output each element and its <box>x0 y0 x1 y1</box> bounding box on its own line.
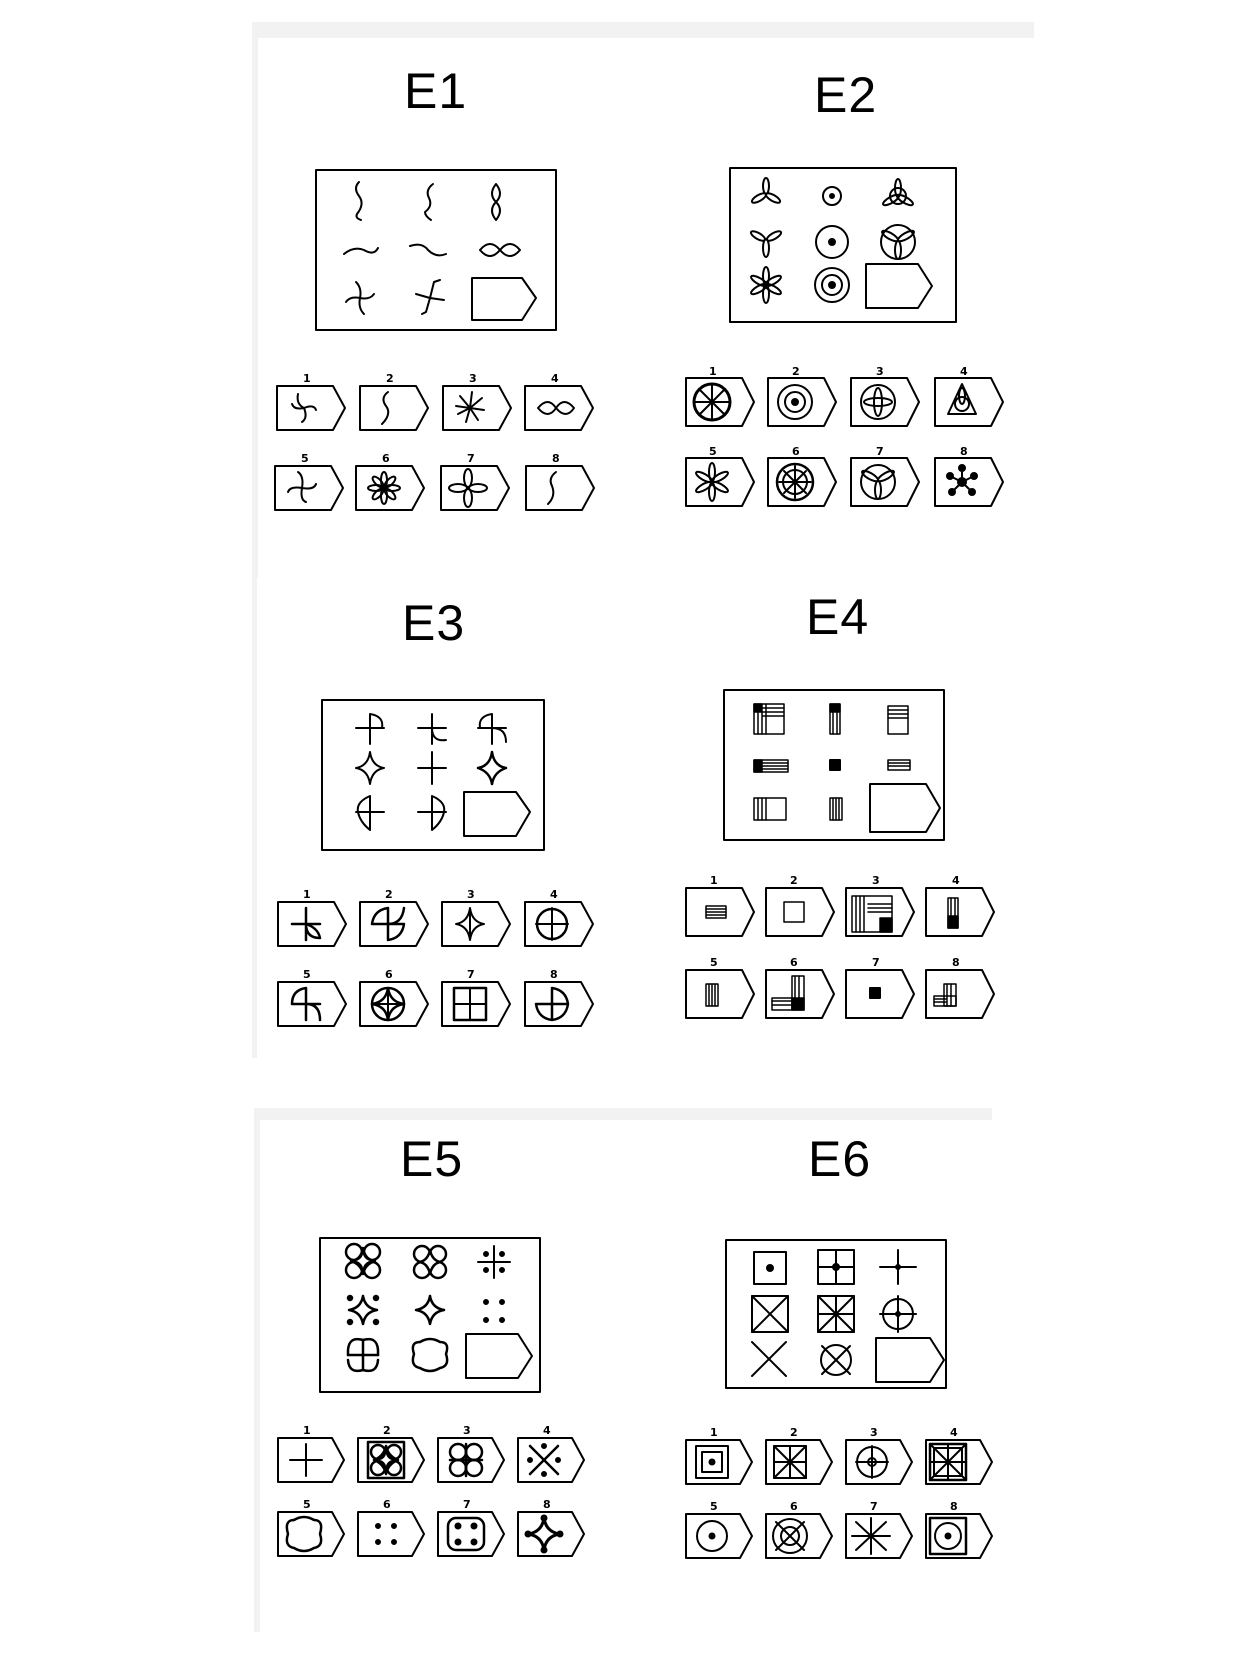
option-e2-8[interactable] <box>935 445 1003 506</box>
figure-striped-square <box>754 704 784 734</box>
svg-text:8: 8 <box>952 956 960 969</box>
option-e4-2[interactable] <box>766 874 834 936</box>
svg-text:7: 7 <box>870 1500 878 1513</box>
figure-striped-small <box>888 760 910 770</box>
svg-text:8: 8 <box>960 445 968 458</box>
puzzle-e5 <box>278 1238 584 1556</box>
option-e5-2[interactable] <box>358 1424 424 1482</box>
figure-cross-arc-3 <box>478 714 506 744</box>
svg-text:1: 1 <box>710 1426 718 1439</box>
svg-text:6: 6 <box>790 1500 798 1513</box>
option-e3-4[interactable] <box>525 888 593 946</box>
figure-black-dot <box>830 760 840 770</box>
figure-star-cross-2 <box>418 752 446 784</box>
puzzle-e6 <box>686 1240 992 1558</box>
svg-text:3: 3 <box>876 365 884 378</box>
option-e6-1[interactable] <box>686 1426 752 1484</box>
option-e3-7[interactable] <box>442 968 510 1026</box>
figure-cloud <box>413 1339 447 1371</box>
svg-text:1: 1 <box>710 874 718 887</box>
answer-slot-e1[interactable] <box>472 278 536 320</box>
svg-text:7: 7 <box>463 1498 471 1511</box>
svg-text:1: 1 <box>709 365 717 378</box>
figure-three-petal-2 <box>750 229 783 257</box>
svg-text:4: 4 <box>960 365 968 378</box>
answer-slot-e4[interactable] <box>870 784 940 832</box>
option-e2-2[interactable] <box>768 365 836 426</box>
figure-cross-arc-2 <box>418 714 446 744</box>
figure-figure-eight <box>492 184 500 220</box>
option-e2-3[interactable] <box>851 365 919 426</box>
svg-text:5: 5 <box>709 445 717 458</box>
figure-circle-cross <box>880 1296 916 1332</box>
figure-wave-2 <box>410 245 446 256</box>
option-e5-1[interactable] <box>278 1424 344 1482</box>
option-e6-5[interactable] <box>686 1500 752 1558</box>
option-e1-1[interactable] <box>277 372 345 430</box>
svg-text:4: 4 <box>950 1426 958 1439</box>
figure-cross-arc-4 <box>356 796 384 830</box>
svg-text:2: 2 <box>386 372 394 385</box>
option-e2-1[interactable] <box>686 365 754 426</box>
option-e5-6[interactable] <box>358 1498 424 1556</box>
svg-text:7: 7 <box>467 968 475 981</box>
figure-square-cross <box>818 1250 854 1284</box>
svg-text:4: 4 <box>551 372 559 385</box>
svg-text:6: 6 <box>790 956 798 969</box>
figure-quatrefoil <box>348 1339 378 1371</box>
svg-text:5: 5 <box>710 956 718 969</box>
option-e4-5[interactable] <box>686 956 754 1018</box>
option-e5-5[interactable] <box>278 1498 344 1556</box>
figure-square-star <box>818 1296 854 1332</box>
figure-square-dot <box>754 1252 786 1284</box>
svg-text:2: 2 <box>383 1424 391 1437</box>
svg-text:7: 7 <box>467 452 475 465</box>
puzzle-title-e6: E6 <box>808 1131 872 1187</box>
answer-slot-e5[interactable] <box>466 1334 532 1378</box>
figure-triquetra <box>882 179 915 207</box>
svg-text:2: 2 <box>790 1426 798 1439</box>
figure-s-curve-2 <box>425 184 433 220</box>
figure-striped-bar <box>830 704 840 734</box>
option-e4-7[interactable] <box>846 956 914 1018</box>
option-e2-7[interactable] <box>851 445 919 506</box>
figure-six-petal <box>750 267 783 303</box>
option-e5-3[interactable] <box>438 1424 504 1482</box>
option-e1-7[interactable] <box>441 452 509 510</box>
answer-slot-e3[interactable] <box>464 792 530 836</box>
figure-wave <box>344 248 378 254</box>
figure-pinwheel-2 <box>416 280 444 314</box>
figure-x <box>752 1342 786 1376</box>
figure-dot-circle <box>823 187 841 205</box>
svg-text:8: 8 <box>552 452 560 465</box>
svg-text:3: 3 <box>469 372 477 385</box>
figure-three-petal <box>751 178 782 205</box>
figure-four-dots <box>484 1300 504 1322</box>
option-e1-4[interactable] <box>525 372 593 430</box>
option-e1-8[interactable] <box>526 452 594 510</box>
option-e4-4[interactable] <box>926 874 994 936</box>
option-e3-8[interactable] <box>525 968 593 1026</box>
option-e4-6[interactable] <box>766 956 834 1018</box>
option-e6-7[interactable] <box>846 1500 912 1558</box>
figure-cross-arc <box>356 714 384 744</box>
puzzle-title-e1: E1 <box>404 63 468 119</box>
option-e1-5[interactable] <box>275 452 343 510</box>
option-e5-4[interactable] <box>518 1424 584 1482</box>
svg-text:2: 2 <box>792 365 800 378</box>
option-e1-6[interactable] <box>356 452 424 510</box>
svg-text:4: 4 <box>550 888 558 901</box>
option-e3-1[interactable] <box>278 888 346 946</box>
svg-text:5: 5 <box>303 968 311 981</box>
option-e3-2[interactable] <box>360 888 428 946</box>
option-e4-8[interactable] <box>926 956 994 1018</box>
svg-text:8: 8 <box>950 1500 958 1513</box>
svg-text:6: 6 <box>385 968 393 981</box>
option-e2-6[interactable] <box>768 445 836 506</box>
puzzle-title-e3: E3 <box>402 595 466 651</box>
svg-text:1: 1 <box>303 888 311 901</box>
figure-ornate-quatrefoil <box>346 1244 380 1278</box>
figure-star-cross <box>356 752 384 784</box>
figure-striped-square-2 <box>754 798 786 820</box>
svg-text:5: 5 <box>301 452 309 465</box>
svg-text:8: 8 <box>550 968 558 981</box>
option-e3-6[interactable] <box>360 968 428 1026</box>
option-e6-3[interactable] <box>846 1426 912 1484</box>
figure-circle-petals <box>881 225 916 259</box>
figure-cross-arc-5 <box>418 796 446 830</box>
puzzle-e1 <box>275 170 594 510</box>
answer-slot-e2[interactable] <box>866 264 932 308</box>
option-e1-2[interactable] <box>360 372 428 430</box>
option-e4-1[interactable] <box>686 874 754 936</box>
option-e6-8[interactable] <box>926 1500 992 1558</box>
figure-striped-rect <box>888 706 908 734</box>
svg-text:6: 6 <box>792 445 800 458</box>
svg-text:4: 4 <box>543 1424 551 1437</box>
svg-text:7: 7 <box>872 956 880 969</box>
svg-text:1: 1 <box>303 372 311 385</box>
svg-text:6: 6 <box>382 452 390 465</box>
puzzle-title-e4: E4 <box>806 589 870 645</box>
svg-text:2: 2 <box>385 888 393 901</box>
svg-text:1: 1 <box>303 1424 311 1437</box>
figure-quatrefoil-diamond <box>414 1246 446 1278</box>
figure-circle-x <box>821 1345 851 1375</box>
figure-star-dots <box>348 1296 378 1324</box>
figure-circle-dot <box>816 226 848 258</box>
svg-text:4: 4 <box>952 874 960 887</box>
option-e5-8[interactable] <box>518 1498 584 1556</box>
option-e6-2[interactable] <box>766 1426 832 1484</box>
option-e3-3[interactable] <box>442 888 510 946</box>
figure-striped-hbar <box>754 760 788 772</box>
puzzle-title-e5: E5 <box>400 1131 464 1187</box>
svg-text:3: 3 <box>467 888 475 901</box>
svg-text:7: 7 <box>876 445 884 458</box>
answer-slot-e6[interactable] <box>876 1338 944 1382</box>
svg-text:8: 8 <box>543 1498 551 1511</box>
svg-text:5: 5 <box>710 1500 718 1513</box>
puzzle-e2 <box>686 168 1003 506</box>
svg-text:5: 5 <box>303 1498 311 1511</box>
figure-cross-dots <box>478 1246 510 1278</box>
option-e6-6[interactable] <box>766 1500 832 1558</box>
option-e2-4[interactable] <box>935 365 1003 426</box>
puzzle-title-e2: E2 <box>814 67 878 123</box>
puzzle-e3 <box>278 700 593 1026</box>
svg-text:3: 3 <box>872 874 880 887</box>
figure-four-point-star <box>416 1296 444 1324</box>
figure-striped-bar-2 <box>830 798 842 820</box>
figure-infinity <box>480 244 520 256</box>
svg-text:3: 3 <box>463 1424 471 1437</box>
option-e6-4[interactable] <box>926 1426 992 1484</box>
svg-text:3: 3 <box>870 1426 878 1439</box>
figure-double-circle <box>815 268 849 302</box>
option-e1-3[interactable] <box>443 372 511 430</box>
figure-cross <box>880 1250 916 1284</box>
puzzle-e4 <box>686 690 994 1018</box>
option-e3-5[interactable] <box>278 968 346 1026</box>
figure-pinwheel <box>346 282 374 314</box>
figure-s-curve <box>356 182 362 220</box>
option-e2-5[interactable] <box>686 445 754 506</box>
option-e4-3[interactable] <box>846 874 914 936</box>
figure-square-x <box>752 1296 788 1332</box>
figure-star-cross-3 <box>478 752 506 784</box>
svg-text:2: 2 <box>790 874 798 887</box>
option-e5-7[interactable] <box>438 1498 504 1556</box>
svg-text:6: 6 <box>383 1498 391 1511</box>
